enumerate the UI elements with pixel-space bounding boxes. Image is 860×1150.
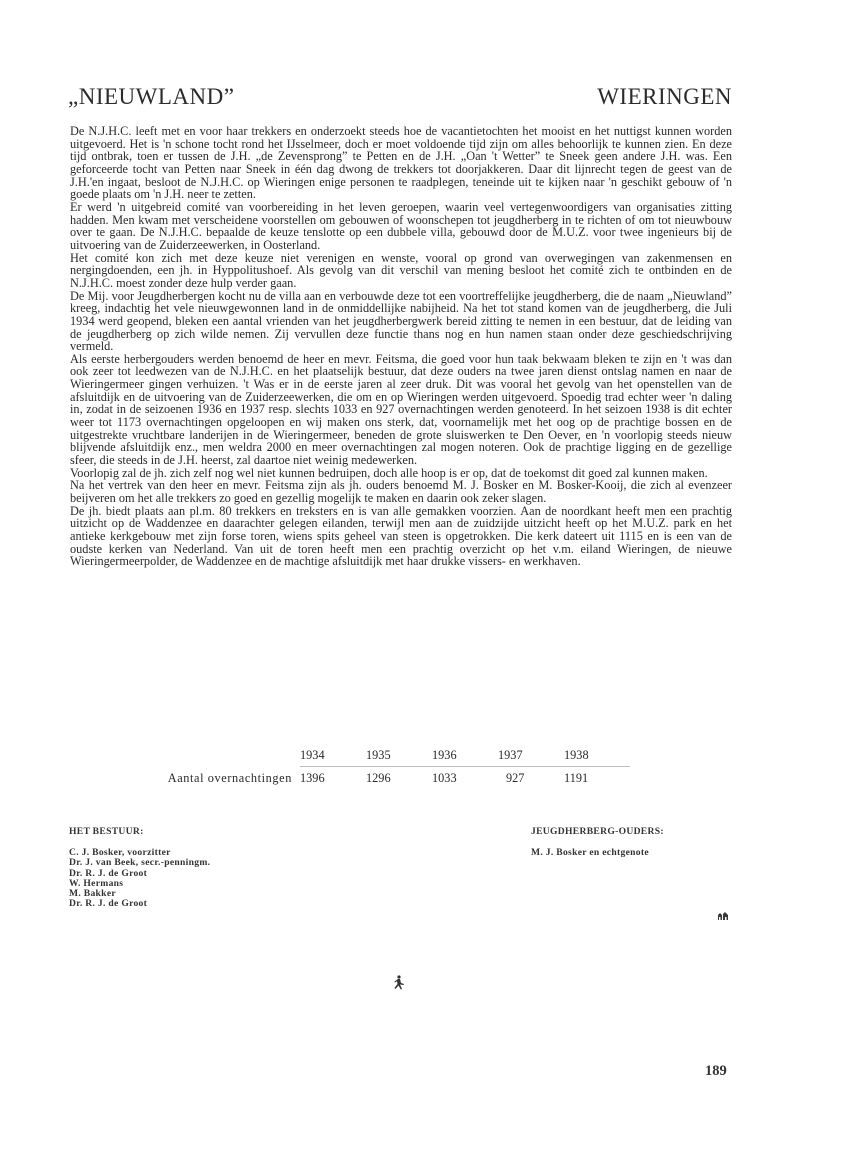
table-cell: 927 [506, 771, 525, 785]
running-hiker-icon [392, 975, 406, 991]
page-number: 189 [705, 1063, 727, 1079]
page-title: „NIEUWLAND” [68, 84, 235, 109]
article-body [70, 125, 732, 568]
paragraph: De Mij. voor Jeugdherbergen kocht nu de villa aan en verbouwde deze tot een voortreffelijke jeugdherberg, die de naam „Nieuwland” kreeg, indachtig het vele nieuwgewonnen land in de onmiddellijke nabijheid. Na het tot stand komen van de jeugdherberg, die Juli 1934 werd geopend, bleken een aantal vrienden van het jeugdherbergwerk bereid zitting te nemen in een bestuur, dat de leiding van de jeugdherberg op zich wilde nemen. Zij vervullen deze functie thans nog en hun namen staan onder deze geschiedschrijving vermeld. [70, 288, 732, 354]
board-member: C. J. Bosker, voorzitter [69, 847, 171, 859]
paragraph: De N.J.H.C. leeft met en voor haar trekkers en onderzoekt steeds hoe de vacantietochten het mooist en het nuttigst kunnen worden uitgevoerd. Het is 'n schone tocht rond het IJsselmeer, doch er moet voldoende tijd zijn om alles behoorlijk te kunnen zien. En deze tijd ontbrak, toen er tussen de J.H. „de Zevensprong” te Petten en de J.H. „Oan 't Wetter” te Sneek geen andere J.H. was. Een geforceerde tocht van Petten naar Sneek in één dag dwong de trekkers tot doorjakkeren. Daar dit lijnrecht tegen de geest van de J.H.'en ingaat, besloot de N.J.H.C. op Wieringen enige personen te raadplegen, teneinde uit te kijken naar 'n geschikt gebouw of 'n goede plaats om 'n J.H. neer te zetten. [70, 124, 732, 202]
year-header: 1936 [432, 748, 457, 762]
hostel-parent-name: M. J. Bosker en echtgenote [531, 847, 649, 859]
paragraph: Het comité kon zich met deze keuze niet verenigen en wenste, vooral op grond van overwegingen van zakenmensen en nergingdoenden, een jh. in Hyppolitushoef. Als gevolg van dit verschil van mening besloot het comité zich te ontbinden en de N.J.H.C. moest zonder deze hulp verder gaan. [70, 250, 732, 290]
paragraph: Als eerste herbergouders werden benoemd de heer en mevr. Feitsma, die goed voor hun taak bekwaam bleken te zijn en 't was dan ook zeer tot leedwezen van de N.J.H.C. en het plaatselijk bestuur, dat deze ouders na twee jaren dienst ontslag namen en naar de Wieringermeer gingen verhuizen. 't Was er in de eerste jaren al zeer druk. Dit was vooral het gevolg van het openstellen van de afsluitdijk en de uitvoering van de Zuiderzeewerken, die om en op Wieringen werden uitgevoerd. Spoedig trad echter weer 'n daling in, zodat in de seizoenen 1936 en 1937 resp. slechts 1033 en 927 overnachtingen werden genoteerd. In het seizoen 1938 is dit echter weer tot 1173 overnachtingen opgeloopen en wij maken ons sterk, dat, voornamelijk met het oog op de prachtige bossen en de uitgestrekte vruchtbare landerijen in de Wieringermeer, beneden de grote sluiswerken te Den Oever, en 'n voorlopig steeds nieuw blijvende afsluitdijk enz., men weldra 2000 en meer overnachtingen zal mogen noteren. Ook de prachtige ligging en de gezellige sfeer, die steeds in de J.H. heerst, zal daartoe niet weinig medewerken. [70, 351, 732, 468]
paragraph: Na het vertrek van den heer en mevr. Feitsma zijn als jh. ouders benoemd M. J. Bosker en M. Bosker-Kooij, die zich al evenzeer beijveren om het alle trekkers zo goed en gezellig mogelijk te maken en daarin ook zeker slagen. [70, 478, 732, 506]
overnight-stays-table [130, 748, 650, 786]
board-section [69, 827, 210, 909]
row-label: Aantal overnachtingen [167, 771, 292, 785]
table-cell: 1296 [366, 771, 391, 785]
hostel-parents-heading: JEUGDHERBERG-OUDERS: [531, 826, 664, 837]
table-row [130, 767, 630, 786]
paragraph: Voorlopig zal de jh. zich zelf nog wel niet kunnen bedruipen, doch alle hoop is er op, dat de toekomst dit goed zal kunnen maken. [70, 465, 708, 480]
year-header: 1938 [564, 748, 589, 762]
board-member: M. Bakker [69, 888, 116, 900]
location-heading: WIERINGEN [597, 84, 732, 109]
jeugdherberg-logo-icon [717, 908, 729, 918]
table-header-row [130, 748, 630, 767]
paragraph: De jh. biedt plaats aan pl.m. 80 trekkers en treksters en is van alle gemakken voorzien. Aan de noordkant heeft men een prachtig uitzicht op de Waddenzee en daarachter gelegen eilanden, terwijl men aan de zuidzijde uitzicht heeft op het M.U.Z. park en het antieke kerkgebouw met zijn forse toren, wiens spits geheel van steen is opgetrokken. Die kerk dateert uit 1115 en is een van de oudste kerken van Nederland. Van uit de toren heeft men een prachtig overzicht op het v.m. eiland Wieringen, de nieuwe Wieringermeerpolder, de Waddenzee en de machtige afsluitdijk met haar drukke vissers- en werkhaven. [70, 503, 732, 569]
year-header: 1937 [498, 748, 523, 762]
board-heading: HET BESTUUR: [69, 826, 144, 837]
paragraph: Er werd 'n uitgebreid comité van voorbereiding in het leven geroepen, waarin veel vertegenwoordigers van organisaties zitting hadden. Men kwam met verscheidene voorstellen om gebouwen of woonschepen tot jeugdherberg in te richten of om tot nieuwbouw over te gaan. De N.J.H.C. bepaalde de keuze tenslotte op een dubbele villa, gebouwd door de M.U.Z. voor twee ingenieurs bij de uitvoering van de Zuiderzeewerken, in Oosterland. [70, 199, 732, 252]
table-cell: 1191 [564, 771, 589, 785]
board-member: Dr. R. J. de Groot [69, 898, 148, 910]
board-member: W. Hermans [69, 877, 124, 889]
year-header: 1934 [300, 748, 325, 762]
table-cell: 1396 [300, 771, 325, 785]
hostel-parents-section [531, 827, 664, 858]
year-header: 1935 [366, 748, 391, 762]
board-member: Dr. R. J. de Groot [69, 867, 148, 879]
table-cell: 1033 [432, 771, 457, 785]
board-member: Dr. J. van Beek, secr.-penningm. [69, 857, 211, 869]
